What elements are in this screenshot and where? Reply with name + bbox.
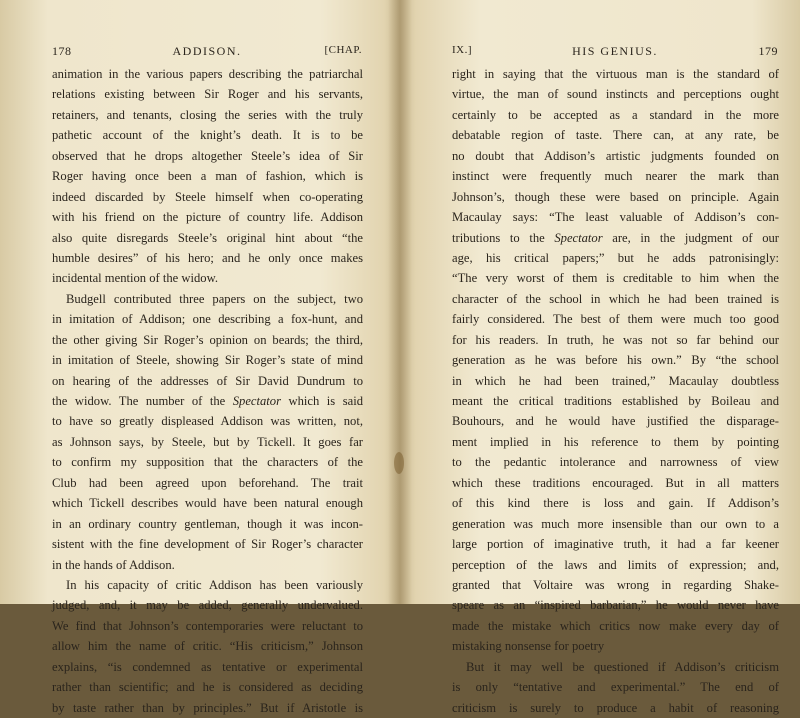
text-line	[52, 391, 363, 411]
text-line: no doubt that Addison’s artistic judgments founded on	[452, 148, 779, 163]
text-line: meant the critical traditions established by Boileau and	[452, 394, 779, 408]
text-line: instinct were frequently much nearer the mark than	[452, 169, 779, 184]
text-line: perception of the laws and limits of expression; and,	[452, 557, 779, 572]
text-line: retainers, and tenants, closing the series with the truly	[52, 107, 363, 122]
italic-title: Spectator	[554, 230, 603, 245]
text-line: In his capacity of critic Addison has been variously	[66, 577, 363, 592]
text-line: speare as an “inspired barbarian,” he would never have	[452, 598, 779, 613]
text-line: certainly to be accepted as a standard in the more	[452, 107, 779, 122]
text-line: in the hands of Addison.	[52, 557, 175, 572]
text-line: sistent with the fine development of Sir Roger’s character	[52, 537, 363, 552]
left-chapter-mark: [CHAP.	[324, 44, 362, 56]
text-line: allow him the name of critic. “His criticism,” Johnson	[52, 639, 363, 654]
text-line: mistaking nonsense for poetry	[452, 639, 605, 654]
text-line: also quite disregards Steele’s original hint about “the	[52, 230, 363, 245]
text-line: But it may well be questioned if Addison’s criticism	[466, 659, 779, 674]
left-running-title: ADDISON.	[172, 44, 242, 58]
text-line: with his friend on the picture of country life. Addison	[52, 210, 363, 225]
left-page-header	[52, 44, 362, 64]
text-line: which Tickell describes would have been natural enough	[52, 496, 363, 511]
right-page-body	[452, 64, 779, 718]
text-line: animation in the various papers describing the patriarchal	[52, 67, 363, 81]
text-line: observed that he drops altogether Steele’s idea of Sir	[52, 148, 363, 163]
text-line: Macaulay says: “The least valuable of Addison’s con-	[452, 210, 779, 225]
text-line: generation as he was before his own.” By “the school	[452, 353, 779, 368]
text-line: generation was much more insensible than our own to a	[452, 516, 779, 531]
text-line: fairly considered. The best of them were much too good	[452, 312, 779, 327]
text-line: of this kind there is loss and gain. If Addison’s	[452, 496, 779, 511]
text-line: humble desires” of his hero; and he only once makes	[52, 250, 363, 265]
text-line: by taste rather than by principles.” But if Aristotle is	[52, 700, 363, 715]
text-line: pathetic account of the knight’s death. It is to be	[52, 128, 363, 143]
text-line: incidental mention of the widow.	[52, 271, 219, 286]
text-line: relations existing between Sir Roger and his servants,	[52, 87, 363, 102]
text-line: judged, and, it may be added, generally undervalued.	[52, 598, 363, 613]
text-line: Club had been agreed upon beforehand. The trait	[52, 475, 363, 490]
text-line: in imitation of Addison; one describing a fox-hunt, and	[52, 312, 363, 327]
right-running-title: HIS GENIUS.	[572, 44, 658, 58]
text-line: debatable region of taste. There can, at any rate, be	[452, 128, 779, 143]
text-line: to the pedantic intolerance and narrowness of view	[452, 455, 779, 470]
text-line: Bouhours, and he would have justified the disparage-	[452, 414, 779, 429]
text-line: We find that Johnson’s contemporaries were reluctant to	[52, 618, 363, 633]
text-line: in an ordinary country gentleman, though it was incon-	[52, 516, 363, 531]
text-line: age, his critical papers;” but he adds patronisingly:	[452, 250, 779, 265]
text-line: large portion of imaginative truth, it had a far keener	[452, 537, 779, 552]
text-line: ment implied in his reference to them by pointing	[452, 434, 779, 449]
text-line: criticism is surely to produce a habit of reasoning	[452, 700, 779, 715]
text-line: to have so greatly displeased Addison was written, not,	[52, 414, 363, 429]
text-line	[452, 228, 779, 248]
text-line: made the mistake which critics now make every day of	[452, 618, 779, 633]
right-page-number: 179	[758, 44, 778, 58]
right-page-header	[452, 44, 778, 64]
text-line: Johnson’s, though these were based on principle. Again	[452, 189, 779, 204]
text-line: as Johnson says, by Steele, but by Tickell. It goes far	[52, 434, 363, 449]
text-line: which these traditions encouraged. But in all matters	[452, 475, 779, 490]
text-line: on hearing of the addresses of Sir David Dundrum to	[52, 373, 363, 388]
italic-title: Spectator	[232, 394, 282, 408]
left-page	[0, 0, 400, 715]
left-page-number: 178	[52, 44, 72, 58]
text-segment: are, in the judgment of our	[602, 230, 779, 245]
text-line: character of the school in which he had been trained is	[452, 291, 779, 306]
text-line: Budgell contributed three papers on the subject, two	[66, 291, 363, 306]
text-line: the other giving Sir Roger’s opinion on beards; the third,	[52, 332, 363, 347]
text-line: to confirm my supposition that the characters of the	[52, 455, 363, 470]
text-line: in which he had been trained,” Macaulay doubtless	[452, 373, 779, 388]
text-line: right in saying that the virtuous man is the standard of	[452, 67, 779, 81]
right-page	[400, 0, 800, 715]
text-line: virtue, the man of sound instincts and perceptions ought	[452, 87, 779, 102]
text-segment: tributions to the	[452, 230, 555, 245]
text-line: is only “tentative and experimental.” The end of	[452, 680, 779, 695]
text-line: explains, “is condemned as tentative or experimental	[52, 659, 363, 674]
text-segment: the widow. The number of the	[52, 394, 233, 408]
left-page-body	[52, 64, 363, 718]
text-line: in imitation of Steele, showing Sir Roger’s state of mind	[52, 353, 363, 368]
text-line: granted that Voltaire was wrong in regarding Shake-	[452, 577, 779, 592]
text-line: Roger having once been a man of fashion, which is	[52, 169, 363, 184]
text-line: “The very worst of them is creditable to him when the	[452, 271, 779, 286]
text-line: for his readers. In truth, he was not so far behind our	[452, 332, 779, 347]
text-segment: which is said	[281, 394, 363, 408]
right-chapter-mark: IX.]	[452, 44, 473, 56]
text-line: indeed discarded by Steele himself when co-operating	[52, 189, 363, 204]
text-line: rather than scientific; and he is considered as deciding	[52, 680, 363, 695]
